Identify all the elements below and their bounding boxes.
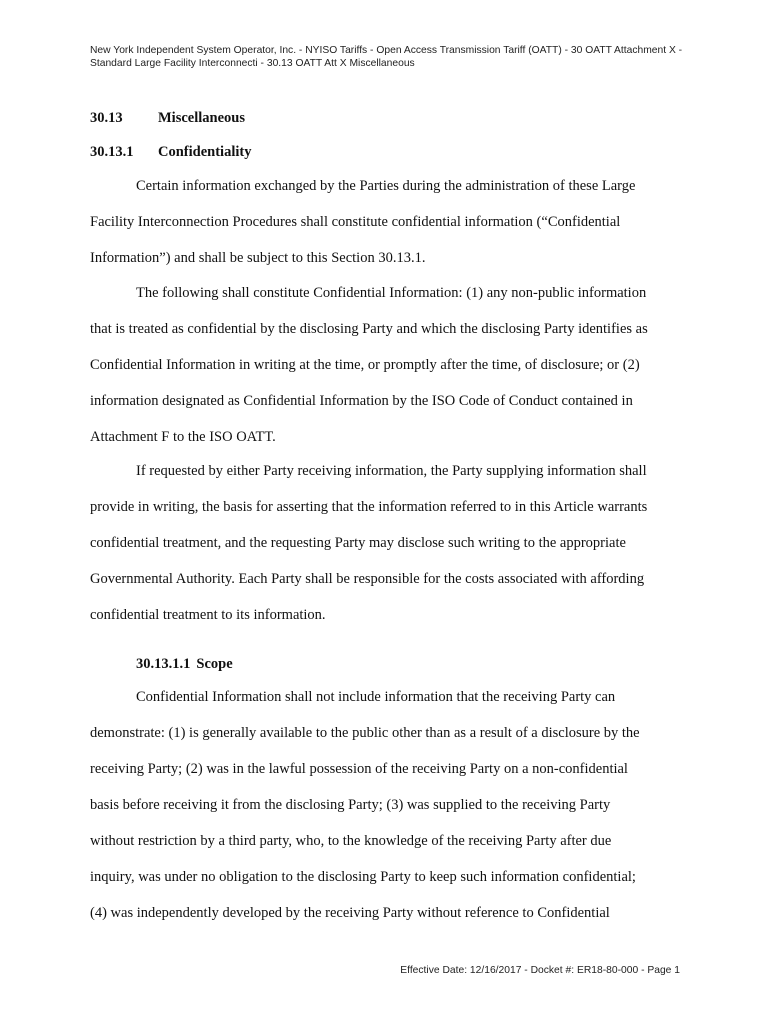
paragraph [90,275,675,455]
paragraph-line: Certain information exchanged by the Parties during the administration of these Large [136,178,636,194]
paragraph [90,453,675,633]
paragraph-line: Attachment F to the ISO OATT. [90,429,276,445]
paragraph-line: that is treated as confidential by the disclosing Party and which the disclosing Party identifies as [90,321,648,337]
paragraph-line: basis before receiving it from the disclosing Party; (3) was supplied to the receiving Party [90,797,611,813]
paragraph-line: (4) was independently developed by the receiving Party without reference to Confidential [90,905,610,921]
paragraph-line: Confidential Information in writing at the time, or promptly after the time, of disclosure; or (2) [90,357,640,373]
paragraph-line: inquiry, was under no obligation to the disclosing Party to keep such information confidential; [90,869,636,885]
subsection-number: 30.13.1 [90,144,134,160]
paragraph-line: The following shall constitute Confidential Information: (1) any non-public information [136,285,647,301]
paragraph-line: Facility Interconnection Procedures shall constitute confidential information (“Confidential [90,214,621,230]
paragraph-line: receiving Party; (2) was in the lawful possession of the receiving Party on a non-confidential [90,761,628,777]
paragraph-line: information designated as Confidential Information by the ISO Code of Conduct contained in [90,393,633,409]
header-line-2: Standard Large Facility Interconnecti - 30.13 OATT Att X Miscellaneous [90,58,415,69]
document-footer: Effective Date: 12/16/2017 - Docket #: ER18-80-000 - Page 1 [400,965,680,976]
paragraph-line: without restriction by a third party, who, to the knowledge of the receiving Party after due [90,833,612,849]
paragraph-line: Confidential Information shall not include information that the receiving Party can [136,689,616,705]
paragraph-line: confidential treatment to its information. [90,607,326,623]
paragraph-line: If requested by either Party receiving information, the Party supplying information shall [136,463,647,479]
paragraph-line: confidential treatment, and the requesting Party may disclose such writing to the appropriate [90,535,626,551]
subsection-title: Confidentiality [158,144,252,160]
paragraph-line: demonstrate: (1) is generally available to the public other than as a result of a disclosure by the [90,725,640,741]
subsubsection-heading [136,655,233,673]
paragraph [90,679,675,931]
subsubsection-title: Scope [196,656,233,672]
subsection-heading [90,143,251,161]
paragraph-line: provide in writing, the basis for asserting that the information referred to in this Article warrants [90,499,648,515]
subsubsection-number: 30.13.1.1 [136,656,191,672]
section-heading [90,109,245,127]
section-title: Miscellaneous [158,110,245,126]
paragraph-line: Governmental Authority. Each Party shall be responsible for the costs associated with affording [90,571,645,587]
paragraph-line: Information”) and shall be subject to this Section 30.13.1. [90,250,426,266]
document-header [90,44,690,70]
header-line-1: New York Independent System Operator, Inc. - NYISO Tariffs - Open Access Transmission Tariff (OATT) - 30 OATT Attachment X - [90,45,683,56]
paragraph [90,168,675,276]
section-number: 30.13 [90,110,123,126]
